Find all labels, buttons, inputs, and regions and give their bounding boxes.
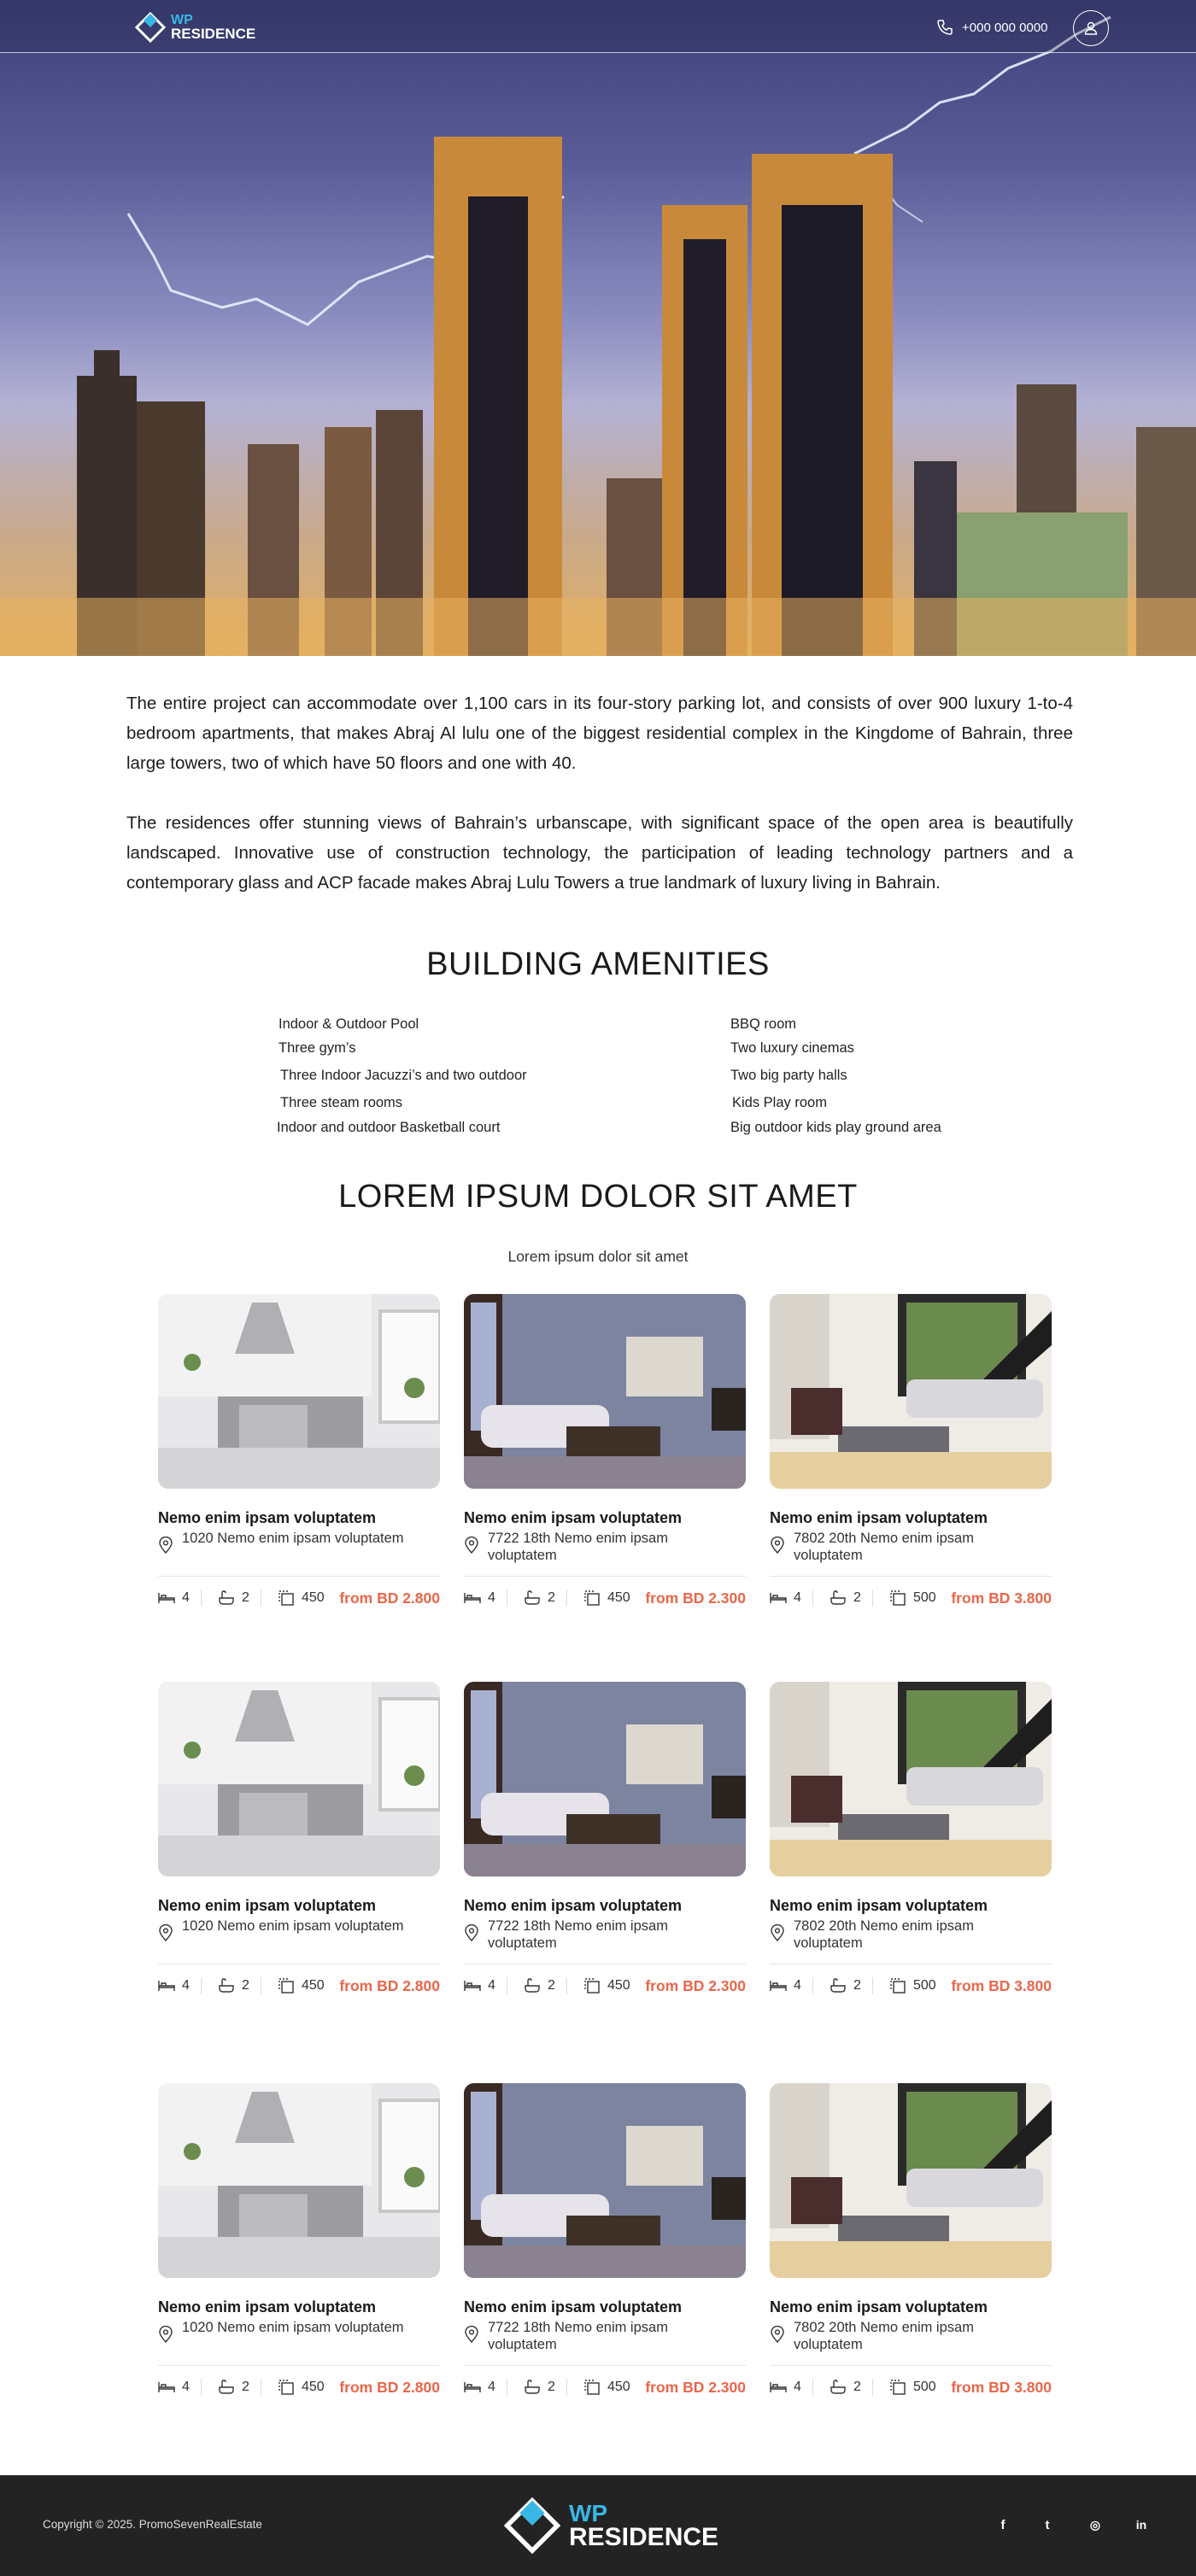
card-divider	[464, 1576, 746, 1577]
area-size-icon	[583, 1977, 601, 1994]
bed-icon	[770, 1591, 787, 1605]
logo-text-residence: RESIDENCE	[171, 26, 256, 42]
site-header	[0, 0, 1196, 53]
footer-logo[interactable]	[504, 2497, 718, 2554]
bathrooms-count: 2	[853, 1590, 861, 1605]
property-stats	[770, 1588, 1052, 1608]
bathtub-icon	[830, 2380, 847, 2395]
property-title[interactable]: Nemo enim ipsam voluptatem	[770, 1897, 988, 1914]
property-card[interactable]	[770, 1682, 1052, 2023]
logo-text-wp: WP	[171, 13, 193, 27]
diamond-logo-icon	[135, 12, 166, 43]
area-size-icon	[278, 2379, 295, 2396]
property-price: from BD 2.800	[339, 2379, 440, 2396]
stat-divider	[201, 1977, 202, 1994]
amenity-item: Three Indoor Jacuzzi’s and two outdoor	[280, 1068, 527, 1083]
area-size-icon	[583, 2379, 601, 2396]
stat-divider	[566, 1590, 567, 1607]
property-card[interactable]	[770, 1294, 1052, 1636]
phone-icon	[936, 19, 953, 36]
property-address: 7722 18th Nemo enim ipsam voluptatem	[488, 1531, 668, 1563]
card-divider	[770, 1576, 1052, 1577]
logo-text-residence: RESIDENCE	[569, 2523, 719, 2551]
bedrooms-count: 4	[488, 1590, 495, 1605]
property-title[interactable]: Nemo enim ipsam voluptatem	[158, 1509, 377, 1526]
bathrooms-count: 2	[242, 2380, 249, 2394]
property-image[interactable]	[770, 1294, 1052, 1489]
property-address: 7722 18th Nemo enim ipsam voluptatem	[488, 1918, 668, 1951]
intro-paragraph-1: The entire project can accommodate over 1,100 cars in its four-story parking lot, and consists of over 900 luxury 1-to-4 bedroom apartments, that makes Abraj Al lulu one of the biggest residential complex in the Kingdome of Bahrain, three large towers, two of which have 50 floors and one with 40.	[126, 694, 1073, 773]
kitchen-photo	[158, 1682, 440, 1876]
property-card[interactable]	[464, 1682, 746, 2023]
twitter-icon[interactable]: t	[1045, 2517, 1050, 2532]
stat-divider	[201, 2379, 202, 2396]
area-size-icon	[583, 1590, 601, 1607]
area-size-icon	[278, 1590, 295, 1607]
header-phone[interactable]	[936, 19, 1048, 36]
stat-divider	[812, 1590, 813, 1607]
property-stats	[770, 2377, 1052, 2397]
property-stats	[770, 1976, 1052, 1996]
phone-number: +000 000 0000	[962, 20, 1048, 35]
bed-icon	[158, 2380, 175, 2394]
area-size: 450	[607, 1590, 630, 1605]
property-title[interactable]: Nemo enim ipsam voluptatem	[464, 2298, 683, 2315]
property-price: from BD 3.800	[951, 2379, 1052, 2396]
area-size-icon	[889, 1590, 906, 1607]
bed-icon	[770, 2380, 787, 2394]
property-stats	[464, 1588, 746, 1608]
kitchen-photo	[158, 1294, 440, 1489]
property-stats	[464, 1976, 746, 1996]
living-room-photo	[464, 1682, 746, 1876]
area-size-icon	[889, 2379, 906, 2396]
bathtub-icon	[830, 1590, 847, 1606]
amenity-item: Kids Play room	[732, 1095, 827, 1110]
card-divider	[770, 2365, 1052, 2366]
copyright-text: Copyright © 2025. PromoSevenRealEstate	[43, 2518, 262, 2531]
card-divider	[158, 2365, 440, 2366]
bedrooms-count: 4	[488, 2380, 495, 2394]
bathrooms-count: 2	[242, 1590, 249, 1605]
bedrooms-count: 4	[794, 1978, 801, 1993]
property-stats	[158, 1976, 440, 1996]
amenity-item: Three gym’s	[278, 1040, 356, 1056]
bathtub-icon	[524, 1590, 541, 1606]
city-skyline-image	[0, 0, 1196, 656]
amenity-item: Indoor and outdoor Basketball court	[277, 1120, 501, 1135]
stat-divider	[566, 2379, 567, 2396]
property-image[interactable]	[464, 2083, 746, 2278]
bedrooms-count: 4	[182, 1978, 190, 1993]
bed-icon	[464, 2380, 481, 2394]
diamond-logo-icon	[504, 2497, 560, 2554]
card-divider	[158, 1576, 440, 1577]
property-title[interactable]: Nemo enim ipsam voluptatem	[464, 1897, 683, 1914]
bedrooms-count: 4	[182, 2380, 190, 2394]
property-card[interactable]	[158, 2083, 440, 2425]
bedrooms-count: 4	[182, 1590, 190, 1605]
property-title[interactable]: Nemo enim ipsam voluptatem	[770, 1509, 988, 1526]
bed-icon	[158, 1979, 175, 1993]
property-image[interactable]	[464, 1294, 746, 1489]
property-price: from BD 3.800	[951, 1977, 1052, 1994]
amenity-item: Three steam rooms	[280, 1095, 403, 1110]
area-size: 450	[607, 1978, 630, 1993]
property-title[interactable]: Nemo enim ipsam voluptatem	[770, 2298, 988, 2315]
property-card[interactable]	[158, 1682, 440, 2023]
bathrooms-count: 2	[548, 1590, 555, 1605]
location-pin-icon	[464, 1924, 479, 1941]
bathtub-icon	[524, 1978, 541, 1993]
facebook-icon[interactable]: f	[1000, 2517, 1005, 2532]
bathtub-icon	[218, 1978, 235, 1993]
listings-subtitle: Lorem ipsum dolor sit amet	[507, 1248, 689, 1265]
bed-icon	[770, 1979, 787, 1993]
amenity-item: Indoor & Outdoor Pool	[278, 1016, 419, 1032]
property-address: 1020 Nemo enim ipsam voluptatem	[182, 1918, 404, 1934]
bathrooms-count: 2	[548, 2380, 555, 2394]
area-size-icon	[889, 1977, 906, 1994]
location-pin-icon	[158, 2326, 173, 2343]
property-price: from BD 2.300	[645, 2379, 746, 2396]
bed-icon	[158, 1591, 175, 1605]
location-pin-icon	[464, 1537, 479, 1554]
stat-divider	[812, 2379, 813, 2396]
bathtub-icon	[830, 1978, 847, 1993]
bathtub-icon	[218, 1590, 235, 1606]
property-address: 7802 20th Nemo enim ipsam voluptatem	[794, 2320, 974, 2352]
property-address: 7802 20th Nemo enim ipsam voluptatem	[794, 1918, 974, 1951]
linkedin-icon[interactable]: in	[1135, 2518, 1147, 2532]
area-size: 450	[302, 1590, 325, 1605]
property-card[interactable]	[464, 1294, 746, 1636]
amenities-title: BUILDING AMENITIES	[426, 946, 770, 982]
card-divider	[464, 2365, 746, 2366]
area-size: 450	[302, 1978, 325, 1993]
intro-paragraph-2: The residences offer stunning views of Bahrain’s urbanscape, with significant space of the open area is beautifully landscaped. Innovative use of construction technology, the participation of leading technology partners and a contemporary glass and ACP facade makes Abraj Lulu Towers a true landmark of luxury living in Bahrain.	[126, 813, 1073, 893]
lounge-photo	[770, 1682, 1052, 1876]
property-title[interactable]: Nemo enim ipsam voluptatem	[158, 1897, 377, 1914]
bathtub-icon	[218, 2380, 235, 2395]
bathrooms-count: 2	[853, 1978, 861, 1993]
property-card[interactable]	[464, 2083, 746, 2425]
living-room-photo	[464, 2083, 746, 2278]
bathrooms-count: 2	[242, 1978, 249, 1993]
property-title[interactable]: Nemo enim ipsam voluptatem	[464, 1509, 683, 1526]
area-size: 500	[913, 1978, 936, 1993]
user-icon	[1083, 20, 1099, 36]
property-title[interactable]: Nemo enim ipsam voluptatem	[158, 2298, 377, 2315]
property-image[interactable]	[464, 1682, 746, 1876]
property-image[interactable]	[158, 1682, 440, 1876]
property-address: 7802 20th Nemo enim ipsam voluptatem	[794, 1531, 974, 1563]
bathrooms-count: 2	[853, 2380, 861, 2394]
living-room-photo	[464, 1294, 746, 1489]
property-price: from BD 3.800	[951, 1590, 1052, 1607]
bedrooms-count: 4	[794, 2380, 801, 2394]
instagram-icon[interactable]: ◎	[1089, 2517, 1101, 2532]
location-pin-icon	[158, 1924, 173, 1941]
bathtub-icon	[524, 2380, 541, 2395]
property-stats	[464, 2377, 746, 2397]
amenity-item: Big outdoor kids play ground area	[730, 1120, 941, 1135]
property-card[interactable]	[158, 1294, 440, 1636]
stat-divider	[812, 1977, 813, 1994]
area-size-icon	[278, 1977, 295, 1994]
stat-divider	[566, 1977, 567, 1994]
property-price: from BD 2.800	[339, 1590, 440, 1607]
bathrooms-count: 2	[548, 1978, 555, 1993]
property-image[interactable]	[770, 1682, 1052, 1876]
stat-divider	[872, 1590, 873, 1607]
bedrooms-count: 4	[794, 1590, 801, 1605]
property-image[interactable]	[770, 2083, 1052, 2278]
location-pin-icon	[770, 1924, 785, 1941]
property-price: from BD 2.800	[339, 1977, 440, 1994]
property-card[interactable]	[770, 2083, 1052, 2425]
site-footer	[0, 2475, 1196, 2576]
bed-icon	[464, 1979, 481, 1993]
lounge-photo	[770, 1294, 1052, 1489]
location-pin-icon	[770, 2326, 785, 2343]
amenity-item: Two luxury cinemas	[730, 1040, 854, 1056]
property-price: from BD 2.300	[645, 1977, 746, 1994]
location-pin-icon	[770, 1537, 785, 1554]
property-address: 7722 18th Nemo enim ipsam voluptatem	[488, 2320, 668, 2352]
property-image[interactable]	[158, 2083, 440, 2278]
property-stats	[158, 2377, 440, 2397]
area-size: 450	[607, 2380, 630, 2394]
property-address: 1020 Nemo enim ipsam voluptatem	[182, 1531, 404, 1546]
amenity-item: BBQ room	[730, 1016, 797, 1032]
header-logo[interactable]	[135, 12, 255, 43]
property-image[interactable]	[158, 1294, 440, 1489]
stat-divider	[201, 1590, 202, 1607]
location-pin-icon	[158, 1537, 173, 1554]
stat-divider	[872, 1977, 873, 1994]
area-size: 450	[302, 2380, 325, 2394]
property-price: from BD 2.300	[645, 1590, 746, 1607]
kitchen-photo	[158, 2083, 440, 2278]
hero-banner	[0, 0, 1196, 656]
property-stats	[158, 1588, 440, 1608]
logo-text-wp: WP	[569, 2500, 608, 2526]
property-address: 1020 Nemo enim ipsam voluptatem	[182, 2320, 404, 2335]
area-size: 500	[913, 1590, 936, 1605]
bedrooms-count: 4	[488, 1978, 495, 1993]
listings-title: LOREM IPSUM DOLOR SIT AMET	[338, 1179, 858, 1215]
stat-divider	[872, 2379, 873, 2396]
bed-icon	[464, 1591, 481, 1605]
location-pin-icon	[464, 2326, 479, 2343]
amenity-item: Two big party halls	[730, 1068, 847, 1083]
area-size: 500	[913, 2380, 936, 2394]
user-account-button[interactable]	[1073, 10, 1109, 46]
lounge-photo	[770, 2083, 1052, 2278]
